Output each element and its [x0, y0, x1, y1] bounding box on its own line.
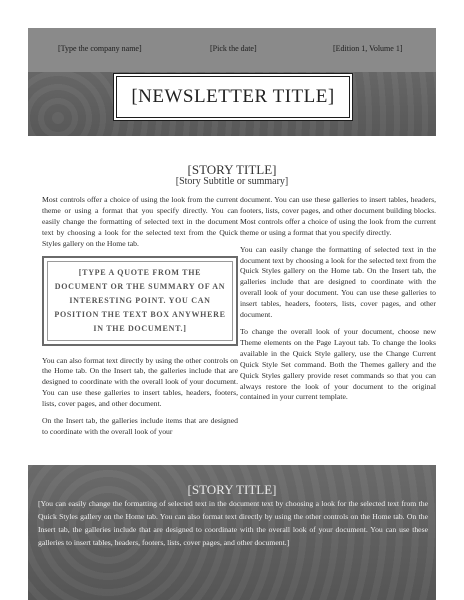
pull-quote-box[interactable] — [42, 256, 238, 346]
newsletter-title-box[interactable] — [116, 76, 350, 118]
paragraph: You can easily change the formatting of selected text in the document text by choosing a look for the selected text from the Quick Styles gallery on the Home tab. On the Insert tab, the galleries include that are designed to coordinate with the overall look of your document. You can use these galleries to insert tables, headers, footers, lists, cover pages, and other document. — [240, 244, 436, 320]
story-subtitle[interactable]: [Story Subtitle or summary] — [175, 176, 289, 187]
paragraph: Most controls offer a choice of using the look from the current theme or using a format that you specify directly. You can easily change the formatting of selected text in the document text by choosing a look for the selected text from the Quick Styles gallery on the Home tab. — [42, 195, 238, 248]
story-title[interactable]: [STORY TITLE] — [187, 162, 277, 177]
paragraph: To change the overall look of your document, choose new Theme elements on the Page Layout tab. To change the looks available in the Quick Style gallery, use the Change Current Quick Style Set command. Both the Themes gallery and the Quick Styles gallery provide reset commands so that you can always restore the look of your document to the original contained in your current template. — [240, 326, 436, 402]
footer-story-panel — [28, 465, 436, 600]
company-name-field[interactable]: [Type the company name] — [58, 44, 142, 53]
story-column-left — [42, 195, 238, 444]
pull-quote-text: [TYPE A QUOTE FROM THE DOCUMENT OR THE SUMMARY OF AN INTERESTING POINT. YOU CAN POSITION THE TEXT BOX ANYWHERE IN THE DOCUMENT.] — [47, 261, 233, 341]
paragraph: On the Insert tab, the galleries include items that are designed to coordinate with the overall look of your — [42, 416, 238, 436]
paragraph: You can also format text directly by using the other controls on the Home tab. On the Insert tab, the galleries include that are designed to coordinate with the overall look of your document. You can use these galleries to insert tables, headers, footers, lists, cover pages, and other document. — [42, 355, 238, 409]
story-column-right — [240, 195, 436, 409]
paragraph: document. You can use these galleries to insert tables, headers, footers, lists, cover pages, and other document building blocks. Most controls offer a choice of using the look from the current theme or using a format that you specify directly. — [240, 195, 436, 237]
date-field[interactable]: [Pick the date] — [210, 44, 257, 53]
newsletter-header — [28, 28, 436, 136]
newsletter-title: [NEWSLETTER TITLE] — [131, 86, 335, 107]
footer-story-title[interactable]: [STORY TITLE] — [187, 482, 277, 497]
edition-field[interactable]: [Edition 1, Volume 1] — [333, 44, 403, 53]
footer-story-body: [You can easily change the formatting of selected text in the document text by choosing a look for the selected text from the Quick Styles gallery on the Home tab. You can also format text directly by using the other controls on the Home tab. On the Insert tab, the galleries include that are designed to coordinate with the overall look of your document. You can use these galleries to insert tables, headers, footers, lists, cover pages, and other document.] — [38, 499, 428, 547]
